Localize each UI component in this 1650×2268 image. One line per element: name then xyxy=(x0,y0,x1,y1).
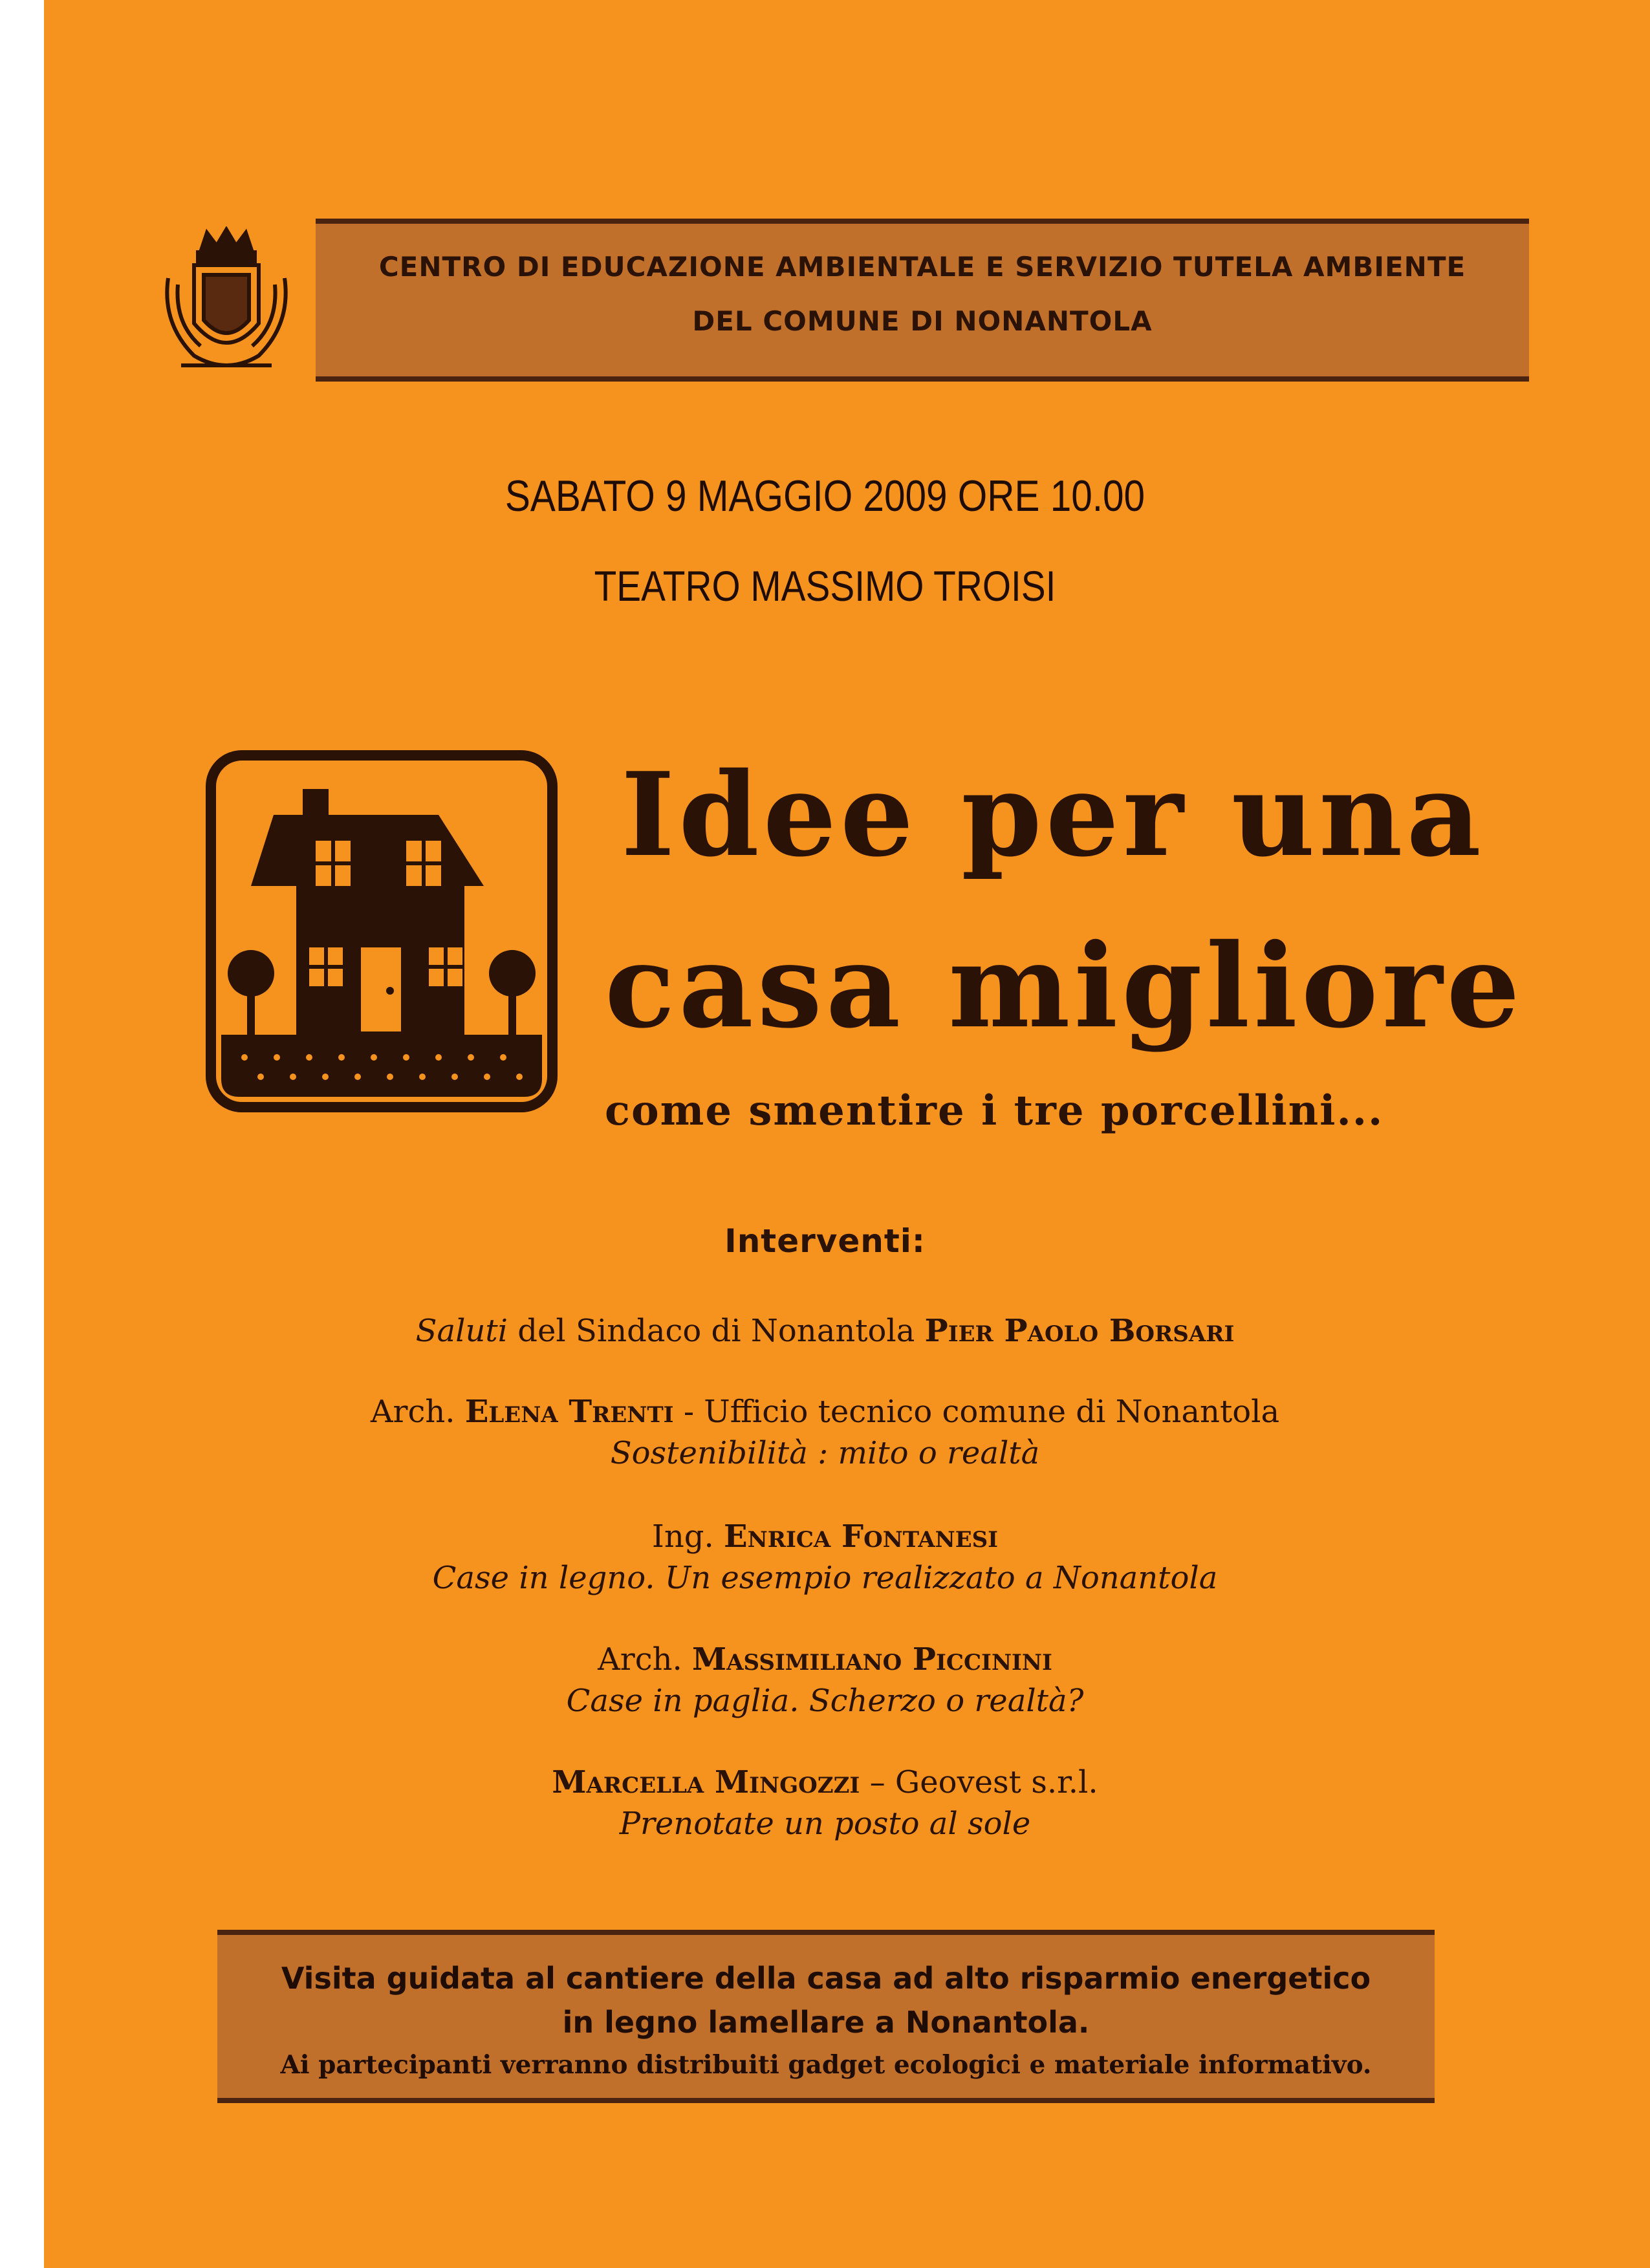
title-line-1: Idee per una xyxy=(621,747,1485,882)
speaker-affiliation: – Geovest s.r.l. xyxy=(860,1764,1098,1800)
speaker-prefix: Arch. xyxy=(370,1394,465,1430)
speaker-prefix: Arch. xyxy=(598,1641,692,1678)
guided-visit-banner xyxy=(217,1930,1435,2103)
visit-line-1: Visita guidata al cantiere della casa ad alto risparmio energetico xyxy=(281,1961,1371,1996)
speaker-entry xyxy=(0,1764,1650,1842)
speaker-prefix: Ing. xyxy=(651,1518,724,1555)
speaker-affiliation: - Ufficio tecnico comune di Nonantola xyxy=(673,1394,1280,1430)
event-venue: TEATRO MASSIMO TROISI xyxy=(594,562,1056,610)
event-date: SABATO 9 MAGGIO 2009 ORE 10.00 xyxy=(505,471,1145,521)
speaker-entry xyxy=(0,1518,1650,1596)
speaker-name: Enrica Fontanesi xyxy=(724,1518,999,1555)
speaker-prefix-italic: Saluti xyxy=(415,1313,508,1349)
speaker-name: Marcella Mingozzi xyxy=(552,1764,860,1800)
visit-line-2: in legno lamellare a Nonantola. xyxy=(562,2005,1090,2040)
speaker-topic: Sostenibilità : mito o realtà xyxy=(610,1435,1040,1471)
speaker-name: Elena Trenti xyxy=(464,1394,674,1430)
speaker-name: Massimiliano Piccinini xyxy=(692,1641,1052,1678)
speaker-prefix: del Sindaco di Nonantola xyxy=(508,1313,925,1349)
header-line-2: DEL COMUNE DI NONANTOLA xyxy=(692,305,1153,337)
speaker-topic: Case in paglia. Scherzo o realtà? xyxy=(566,1683,1084,1719)
header-banner xyxy=(316,219,1529,382)
title-line-2: casa migliore xyxy=(605,918,1524,1053)
speaker-entry xyxy=(0,1641,1650,1719)
subtitle: come smentire i tre porcellini... xyxy=(605,1086,1384,1135)
visit-line-3: Ai partecipanti verranno distribuiti gadget ecologici e materiale informativo. xyxy=(280,2050,1372,2080)
header-line-1: CENTRO DI EDUCAZIONE AMBIENTALE E SERVIZIO TUTELA AMBIENTE xyxy=(378,251,1466,283)
speaker-topic: Case in legno. Un esempio realizzato a Nonantola xyxy=(432,1560,1218,1596)
interventi-heading: Interventi: xyxy=(724,1222,926,1260)
speaker-entry xyxy=(0,1313,1650,1349)
coat-of-arms-icon xyxy=(155,226,298,382)
house-icon xyxy=(206,750,558,1112)
speaker-topic: Prenotate un posto al sole xyxy=(619,1806,1031,1842)
speaker-entry xyxy=(0,1394,1650,1471)
speaker-name: Pier Paolo Borsari xyxy=(924,1313,1235,1349)
